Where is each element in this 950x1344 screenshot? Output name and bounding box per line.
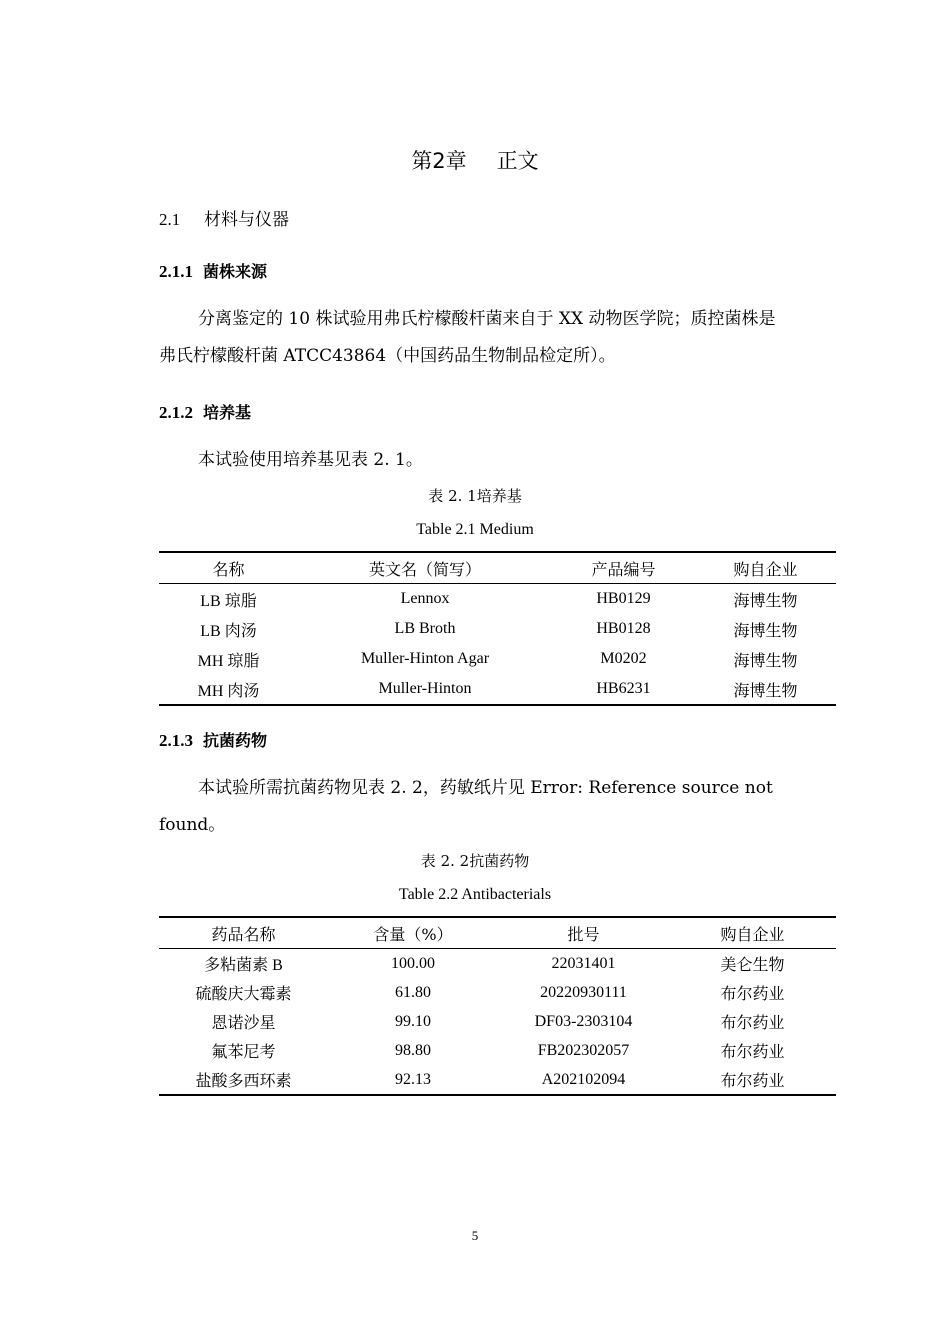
table-cell: HB0129 [596,590,651,607]
table-cell: Muller-Hinton Agar [360,650,490,667]
table-cell: 海博生物 [695,674,836,705]
subsection-title: 菌株来源 [203,262,268,281]
table-cell: M0202 [600,650,647,667]
subsection-heading-medium [159,400,251,426]
table-row [159,614,836,644]
table-cell: 布尔药业 [720,1044,785,1061]
table2-caption-cn: 表 2. 2抗菌药物 [420,852,530,870]
column-header: 名称 [159,552,298,584]
table-cell: 99.10 [395,1012,431,1030]
column-header: 含量（%） [328,917,498,949]
medium-table [159,551,836,706]
table-row [159,644,836,674]
column-header: 购自企业 [695,552,836,584]
table-cell: 海博生物 [733,622,798,640]
table1-caption-cn: 表 2. 1培养基 [428,487,522,505]
table-cell: 氟苯尼考 [211,1044,276,1061]
table-row [159,1036,836,1065]
table-cell: Lennox [400,590,450,607]
table-cell: 20220930111 [540,983,627,1001]
table-cell: 92.13 [328,1065,498,1095]
table-cell: 美仑生物 [720,957,785,974]
subsection-number: 2.1.3 [159,731,193,750]
paragraph-strain-source-line1: 分离鉴定的 10 株试验用弗氏柠檬酸杆菌来自于 XX 动物医学院；质控菌株是 [198,309,776,329]
table-row [159,1065,836,1095]
column-header: 英文名（简写） [298,552,552,584]
column-header: 产品编号 [552,552,695,584]
table-cell: 布尔药业 [669,1065,836,1095]
subsection-title: 抗菌药物 [203,731,268,750]
table-cell: HB0128 [596,620,651,637]
paragraph-antibacterials-line1: 本试验所需抗菌药物见表 2. 2，药敏纸片见 Error: Reference source not [198,778,773,798]
column-header: 药品名称 [159,917,328,949]
chapter-name: 正文 [496,149,539,173]
table-cell: LB 琼脂 [200,592,257,610]
table-cell: MH 肉汤 [159,674,298,705]
table2-caption-en: Table 2.2 Antibacterials [398,886,552,903]
table-cell: FB202302057 [537,1041,630,1059]
table-cell: 盐酸多西环素 [159,1065,328,1095]
subsection-heading-antibacterials [159,728,267,754]
subsection-number: 2.1.2 [159,403,193,422]
table-cell: DF03-2303104 [534,1012,633,1030]
table-cell: 多粘菌素 B [204,957,283,974]
table-cell: LB Broth [394,620,456,637]
column-header: 购自企业 [669,917,836,949]
table-cell: 22031401 [551,954,616,972]
table-cell: 海博生物 [733,592,798,610]
table-row [159,1007,836,1036]
table-header-row [159,917,836,949]
section-number: 2.1 [159,210,181,229]
table-cell: 98.80 [395,1041,431,1059]
table-cell: 100.00 [391,954,435,972]
page-number: 5 [471,1228,479,1243]
antibacterials-table [159,916,836,1096]
paragraph-medium: 本试验使用培养基见表 2. 1。 [198,450,423,470]
subsection-number: 2.1.1 [159,262,193,281]
paragraph-antibacterials-line2: found。 [159,815,226,835]
table1-caption-en: Table 2.1 Medium [416,521,534,538]
table-cell: LB 肉汤 [200,622,257,640]
table-header-row [159,552,836,584]
table-cell: 恩诺沙星 [211,1015,276,1032]
table-row [159,978,836,1007]
table-row [159,949,836,979]
table-cell: A202102094 [498,1065,669,1095]
table-cell: MH 琼脂 [197,652,260,670]
section-heading [159,206,289,234]
table-cell: HB6231 [552,674,695,705]
paragraph-strain-source-line2: 弗氏柠檬酸杆菌 ATCC43864（中国药品生物制品检定所）。 [159,346,616,366]
column-header: 批号 [498,917,669,949]
table-cell: Muller-Hinton [298,674,552,705]
chapter-number: 第2章 [411,149,467,173]
chapter-title [0,146,950,176]
section-title: 材料与仪器 [204,210,289,230]
table-cell: 布尔药业 [720,986,785,1003]
table-row [159,674,836,705]
table-cell: 海博生物 [733,652,798,670]
table-row [159,584,836,615]
table-cell: 硫酸庆大霉素 [195,986,292,1003]
table-cell: 布尔药业 [720,1015,785,1032]
subsection-heading-strain-source [159,259,267,285]
subsection-title: 培养基 [203,403,252,422]
table-cell: 61.80 [395,983,431,1001]
